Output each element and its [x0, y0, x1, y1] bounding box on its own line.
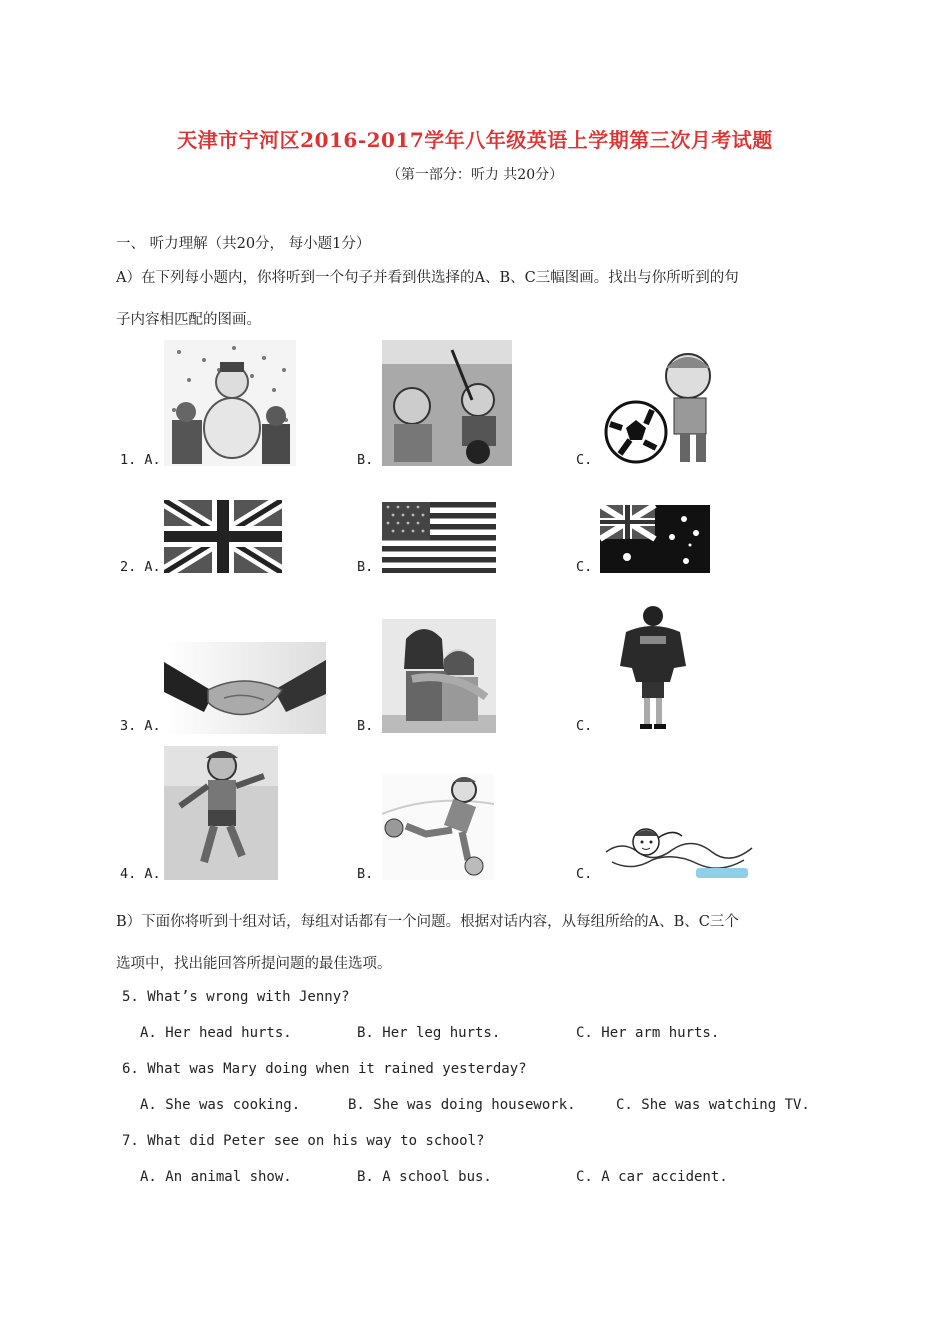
page-subtitle: （第一部分：听力 共20分） — [386, 167, 564, 183]
kids-playing-picture — [382, 340, 512, 466]
swimming-boy-picture — [602, 822, 758, 882]
question-5: 5. What’s wrong with Jenny? — [122, 989, 350, 1005]
us-flag-picture — [382, 502, 496, 573]
q5-option-c: C. Her arm hurts. — [576, 1025, 720, 1041]
q5-option-a: A. Her head hurts. — [140, 1025, 292, 1041]
q6-option-a: A. She was cooking. — [140, 1097, 301, 1113]
handshake-picture — [164, 642, 326, 734]
q5-option-b: B. Her leg hurts. — [357, 1025, 501, 1041]
q6-option-c: C. She was watching TV. — [616, 1097, 810, 1113]
question-6: 6. What was Mary doing when it rained yesterday? — [122, 1061, 527, 1077]
q7-option-c: C. A car accident. — [576, 1169, 728, 1185]
q4-label-c: C. — [576, 866, 593, 882]
q2-label-a: 2. A. — [120, 559, 161, 575]
q4-label-a: 4. A. — [120, 866, 161, 882]
snowman-picture — [164, 340, 296, 466]
australia-flag-picture — [600, 505, 710, 573]
hugging-girls-picture — [382, 619, 496, 733]
part-b-instruction-line2: 选项中，找出能回答所提问题的最佳选项。 — [116, 956, 392, 972]
page-title: 天津市宁河区2016-2017学年八年级英语上学期第三次月考试题 — [177, 128, 773, 152]
part-a-instruction-line1: A）在下列每小题内，你将听到一个句子并看到供选择的A、B、C三幅图画。找出与你所听到的句 — [116, 270, 739, 286]
q3-label-a: 3. A. — [120, 718, 161, 734]
q4-label-b: B. — [357, 866, 374, 882]
q6-option-b: B. She was doing housework. — [348, 1097, 576, 1113]
q1-label-c: C. — [576, 452, 593, 468]
running-girl-picture — [164, 746, 278, 880]
part-a-instruction-line2: 子内容相匹配的图画。 — [116, 312, 261, 328]
kicking-ball-picture — [382, 774, 494, 880]
q1-label-a: 1. A. — [120, 452, 161, 468]
q3-label-c: C. — [576, 718, 593, 734]
q1-label-b: B. — [357, 452, 374, 468]
uk-flag-picture — [164, 500, 282, 573]
part-b-instruction-line1: B）下面你将听到十组对话，每组对话都有一个问题。根据对话内容，从每组所给的A、B、C三个 — [116, 914, 739, 930]
q2-label-c: C. — [576, 559, 593, 575]
section-heading: 一、 听力理解（共20分， 每小题1分） — [116, 236, 371, 252]
q2-label-b: B. — [357, 559, 374, 575]
soccer-boy-picture — [600, 346, 724, 466]
q7-option-b: B. A school bus. — [357, 1169, 492, 1185]
q7-option-a: A. An animal show. — [140, 1169, 292, 1185]
standing-woman-picture — [612, 606, 694, 732]
q3-label-b: B. — [357, 718, 374, 734]
question-7: 7. What did Peter see on his way to school? — [122, 1133, 485, 1149]
